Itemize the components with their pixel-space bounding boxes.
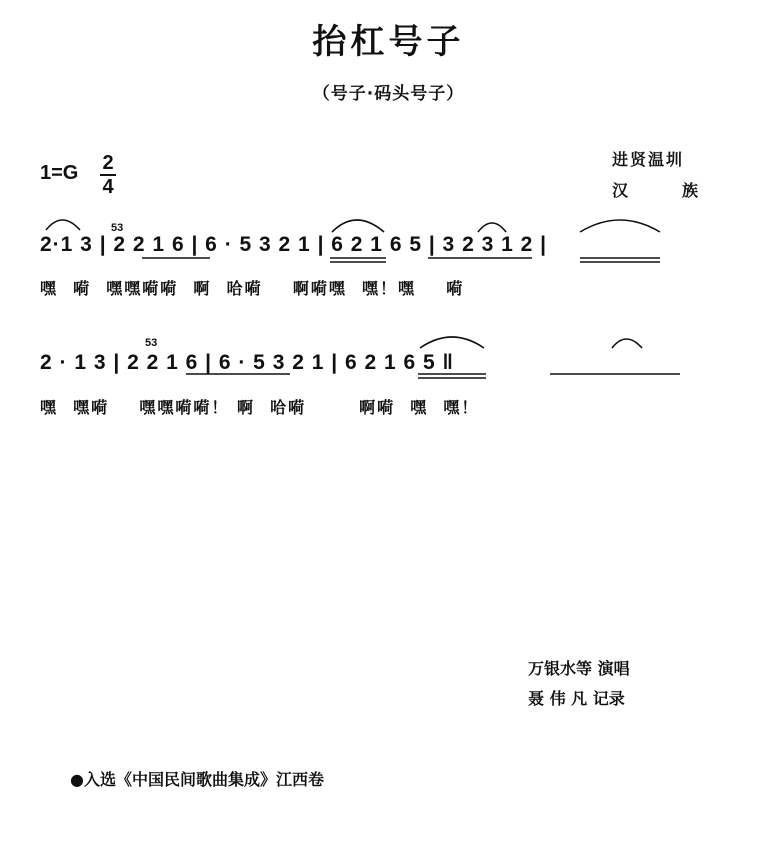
score-line-2-notes: 2 · 1 3 | 2 2 1 6 | 6 · 5 3 2 1 | 6 2 1 6 5 ‖ bbox=[40, 351, 454, 374]
ethnicity-char-2: 族 bbox=[681, 181, 698, 200]
source-note: ●入选《中国民间歌曲集成》江西卷 bbox=[70, 770, 324, 789]
slur-4 bbox=[580, 220, 660, 232]
slur-5 bbox=[420, 337, 484, 348]
ethnicity-char-1: 汉 bbox=[612, 181, 629, 200]
recorder-credit: 聂 伟 凡 记录 bbox=[528, 689, 625, 708]
grace-note-1: 53 bbox=[111, 222, 124, 234]
meter-denominator: 4 bbox=[102, 176, 114, 198]
meter-numerator: 2 bbox=[102, 152, 114, 174]
score-line-1-lyrics: 嘿 嗬 嘿嘿嗬嗬 啊 哈嗬 啊嗬嘿 嘿！嘿 嗬 bbox=[40, 279, 465, 298]
slur-2 bbox=[332, 220, 384, 232]
slur-6 bbox=[612, 339, 642, 348]
grace-note-2: 53 bbox=[145, 337, 158, 349]
time-signature bbox=[99, 152, 117, 198]
ethnicity bbox=[612, 178, 698, 201]
song-origin: 进贤温圳 bbox=[612, 150, 685, 169]
score-line-2-lyrics: 嘿 嘿嗬 嘿嘿嗬嗬！ 啊 哈嗬 啊嗬 嘿 嘿！ bbox=[40, 398, 480, 417]
slur-3 bbox=[478, 223, 506, 232]
slur-1 bbox=[46, 220, 80, 230]
song-title: 抬杠号子 bbox=[312, 22, 465, 62]
performer-credit: 万银水等 演唱 bbox=[528, 659, 630, 678]
key-signature: 1=G bbox=[40, 162, 79, 184]
score-line-1-notes: 2·1 3 | 2 2 1 6 | 6 · 5 3 2 1 | 6 2 1 6 5 | 3 2 3 1 2 | bbox=[40, 233, 548, 256]
song-subtitle: （号子·码头号子） bbox=[312, 84, 465, 104]
